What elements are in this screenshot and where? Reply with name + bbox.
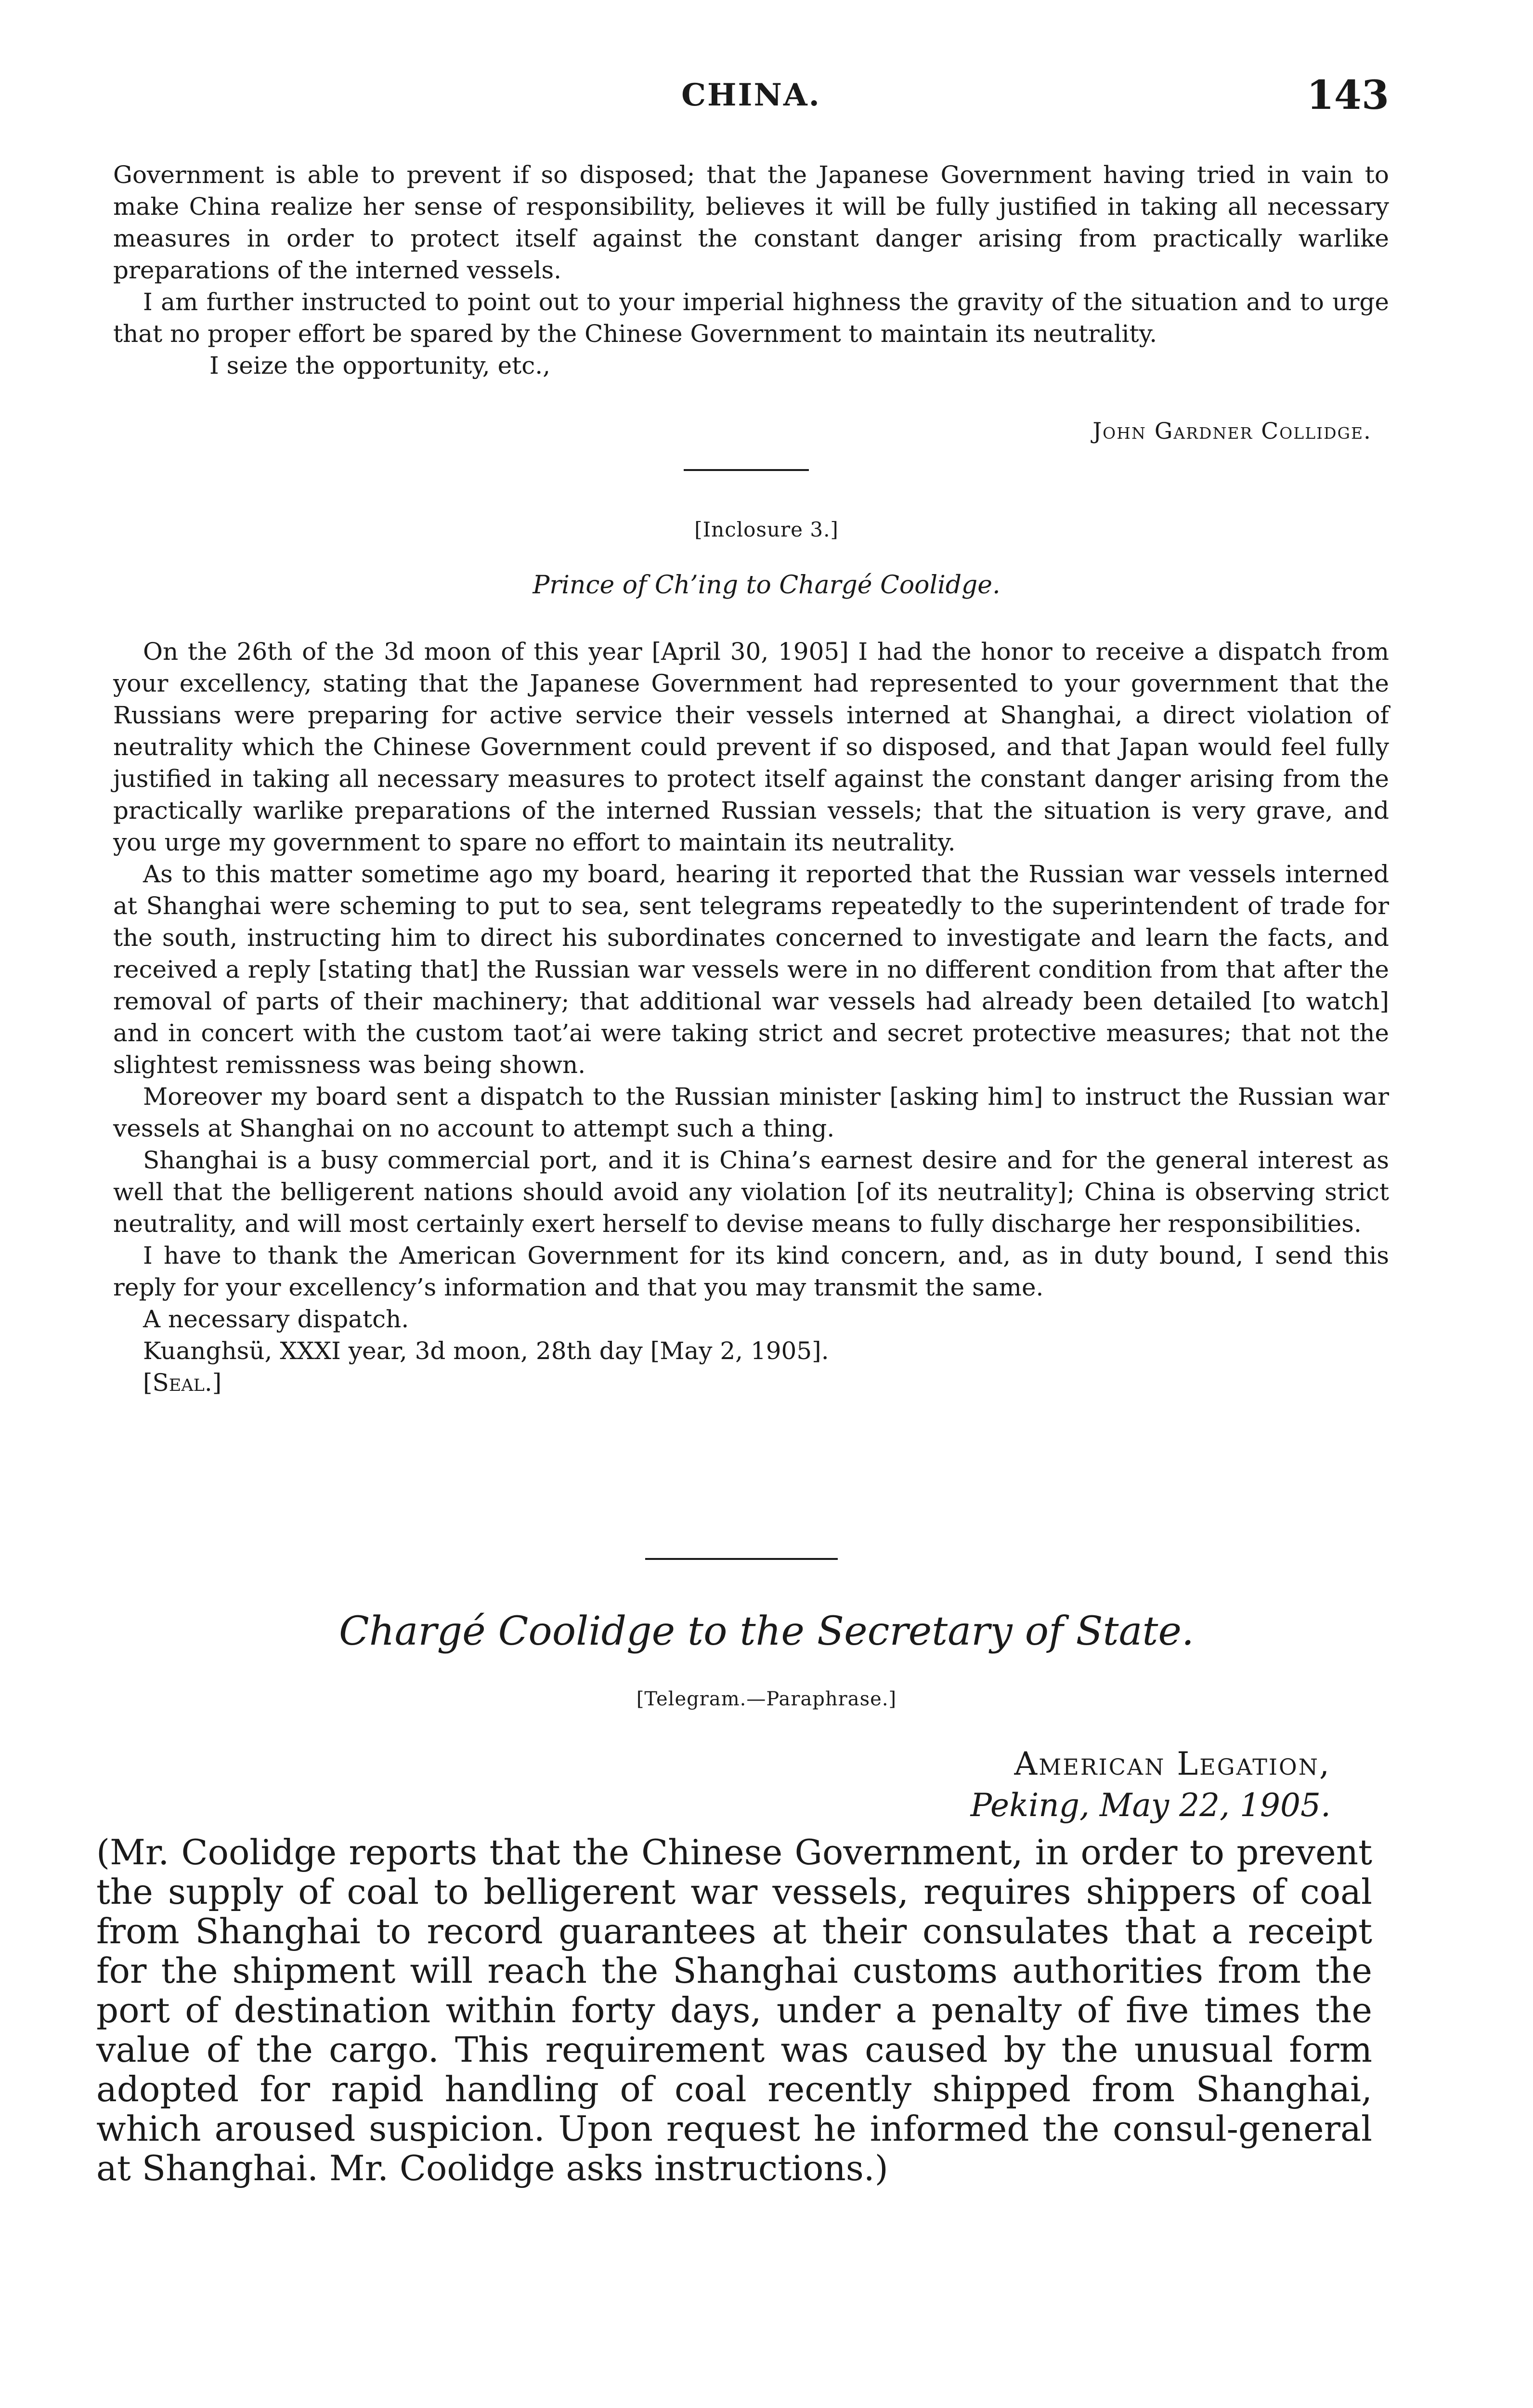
letter-paragraph-1: Government is able to prevent if so disposed; that the Japanese Government having tried in vain to make China realize her sense of responsibility, believes it will be fully justified in taking all necessary measures in order to protect itself against the constant danger arising from practically warlike preparations of the interned vessels. <box>113 161 1389 284</box>
legation-name: American Legation, <box>1014 1745 1331 1782</box>
telegram-note: [Telegram.—Paraphrase.] <box>636 1688 897 1710</box>
letter-paragraph-2: I am further instructed to point out to your imperial highness the gravity of the situation and to urge that no proper effort be spared by the Chinese Government to maintain its neutrality. <box>113 288 1389 348</box>
inclosure-closing: A necessary dispatch. <box>143 1305 409 1333</box>
letter-closing: I seize the opportunity, etc., <box>209 352 551 380</box>
inclosure-paragraph-2: As to this matter sometime ago my board, hearing it reported that the Russian war vessels interned at Shanghai were scheming to put to sea, sent telegrams repeatedly to the superintendent of trade for the south, instructing him to direct his subordinates concerned to investigate and learn the facts, and received a reply [stating that] the Russian war vessels were in no different condition from that after the removal of parts of their machinery; that additional war vessels had already been detailed [to watch] and in concert with the custom taot’ai were taking strict and secret protective measures; that not the slightest remissness was being shown. <box>113 860 1389 1079</box>
letter-signature: John Gardner Collidge. <box>1092 418 1372 445</box>
inclosure-paragraph-1: On the 26th of the 3d moon of this year [April 30, 1905] I had the honor to receive a dispatch from your excellency, stating that the Japanese Government had represented to your government that the Russians were preparing for active service their vessels interned at Shanghai, a direct violation of neutrality which the Chinese Government could prevent if so disposed, and that Japan would feel fully justified in taking all necessary measures to protect itself against the constant danger arising from the practically warlike preparations of the interned Russian vessels; that the situation is very grave, and you urge my government to spare no effort to maintain its neutrality. <box>113 638 1389 856</box>
inclosure-paragraph-3: Moreover my board sent a dispatch to the Russian minister [asking him] to instruct the Russian war vessels at Shanghai on no account to attempt such a thing. <box>113 1083 1389 1142</box>
running-head: CHINA. <box>681 77 821 113</box>
section-divider-short <box>684 469 809 471</box>
page-number: 143 <box>1306 72 1389 118</box>
inclosure-paragraph-5: I have to thank the American Government for its kind concern, and, as in duty bound, I send this reply for your excellency’s information and that you may transmit the same. <box>113 1242 1389 1301</box>
telegram-title: Chargé Coolidge to the Secretary of State. <box>338 1609 1195 1654</box>
section-divider-long <box>645 1558 838 1560</box>
page-header <box>113 72 1389 125</box>
place-date: Peking, May 22, 1905. <box>970 1787 1331 1824</box>
letter-end-section <box>113 159 1389 381</box>
inclosure-paragraph-4: Shanghai is a busy commercial port, and it is China’s earnest desire and for the general interest as well that the belligerent nations should avoid any violation [of its neutrality]; China is observing strict neutrality, and will most certainly exert herself to devise means to fully discharge her responsibilities. <box>113 1146 1389 1238</box>
telegram-dateline <box>971 1743 1331 1826</box>
inclosure-seal: [Seal.] <box>143 1369 222 1397</box>
inclosure-label: [Inclosure 3.] <box>694 518 839 541</box>
inclosure-title: Prince of Ch’ing to Chargé Coolidge. <box>533 571 1000 600</box>
telegram-summary: (Mr. Coolidge reports that the Chinese Government, in order to prevent the supply of coal to belligerent war vessels, requires shippers of coal from Shanghai to record guarantees at their consulates that a receipt for the shipment will reach the Shanghai customs authorities from the port of destination within forty days, under a penalty of five times the value of the cargo. This requirement was caused by the unusual form adopted for rapid handling of coal recently shipped from Shanghai, which aroused suspicion. Upon request he informed the consul-general at Shanghai. Mr. Coolidge asks instructions.) <box>96 1832 1372 2188</box>
inclosure-date-line: Kuanghsü, XXXI year, 3d moon, 28th day [May 2, 1905]. <box>143 1337 829 1365</box>
inclosure-body <box>113 636 1389 1399</box>
